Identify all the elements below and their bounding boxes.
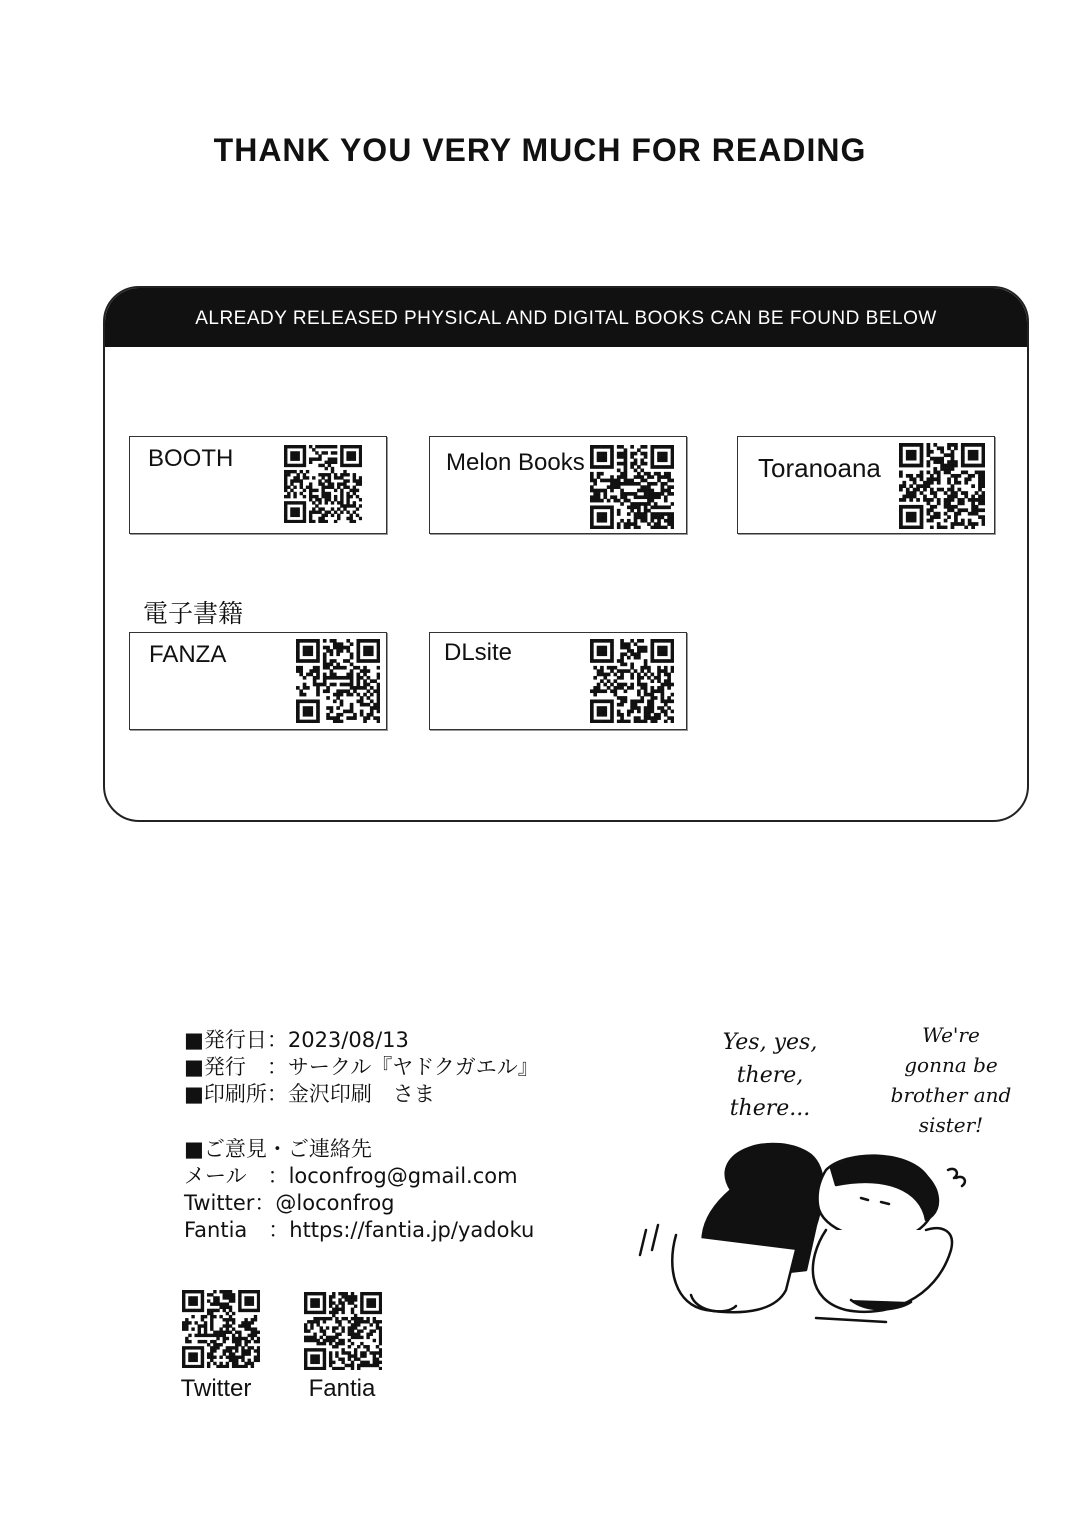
shop-label: DLsite	[444, 639, 513, 666]
contact-heading: ■ご意見・ご連絡先	[184, 1137, 372, 1161]
shop-label: BOOTH	[148, 445, 234, 472]
contact-fantia[interactable]: Fantia ：https://fantia.jp/yadoku	[184, 1218, 535, 1242]
speech-line: brother and	[890, 1083, 1012, 1107]
shop-card-dlsite[interactable]	[429, 632, 687, 730]
fantia-qr-code-icon[interactable]	[304, 1292, 382, 1370]
speech-line: Yes, yes,	[722, 1030, 818, 1055]
shop-card-fanza[interactable]	[129, 632, 387, 730]
qr-code-icon[interactable]	[296, 639, 380, 723]
shops-panel	[103, 286, 1029, 822]
speech-line: there...	[729, 1096, 811, 1121]
shop-label: FANZA	[149, 641, 227, 668]
shop-card-toranoana[interactable]	[737, 436, 995, 534]
twitter-qr-code-icon[interactable]	[182, 1290, 260, 1368]
qr-code-icon[interactable]	[899, 443, 985, 529]
speech-line: there,	[736, 1063, 804, 1088]
contact-mail[interactable]: メール ：loconfrog@gmail.com	[184, 1164, 518, 1188]
printer: ■印刷所：金沢印刷 さま	[184, 1082, 435, 1106]
digital-books-heading: 電子書籍	[143, 599, 244, 628]
speech-bubble-right	[876, 1020, 1026, 1140]
shop-card-booth[interactable]	[129, 436, 387, 534]
speech-line: sister!	[918, 1113, 984, 1137]
shop-label: Toranoana	[758, 453, 881, 483]
publisher: ■発行 ：サークル『ヤドクガエル』	[184, 1055, 539, 1079]
shop-card-melon-books[interactable]	[429, 436, 687, 534]
contact-twitter[interactable]: Twitter：@loconfrog	[184, 1191, 395, 1215]
characters-illustration	[636, 1130, 976, 1330]
qr-code-icon[interactable]	[590, 445, 674, 529]
fantia-qr-label: Fantia	[308, 1375, 376, 1402]
speech-line: We're	[922, 1023, 980, 1047]
speech-bubble-left	[700, 1026, 840, 1125]
publish-date: ■発行日：2023/08/13	[184, 1028, 409, 1052]
qr-code-icon[interactable]	[284, 445, 362, 523]
page-title: THANK YOU VERY MUCH FOR READING	[213, 132, 867, 168]
panel-header: ALREADY RELEASED PHYSICAL AND DIGITAL BOOKS CAN BE FOUND BELOW	[105, 288, 1027, 347]
qr-code-icon[interactable]	[590, 639, 674, 723]
speech-line: gonna be	[904, 1053, 998, 1077]
shop-label: Melon Books	[446, 449, 585, 476]
twitter-qr-label: Twitter	[180, 1375, 252, 1402]
